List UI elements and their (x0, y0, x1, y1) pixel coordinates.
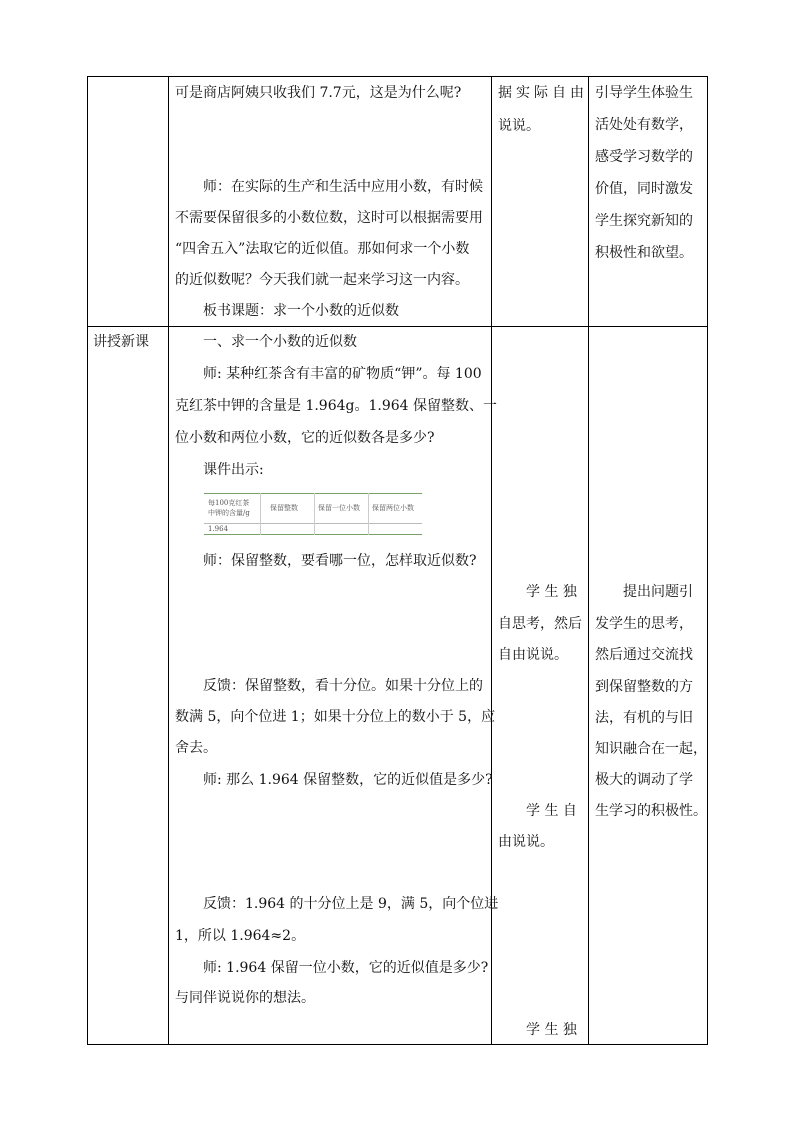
row2-intent-line-8: 生学习的积极性。 (595, 803, 707, 819)
row2-intent-line-2: 发学生的思考， (595, 616, 693, 632)
row1-content-line-3: 不需要保留很多的小数位数，这时可以根据需要用 (175, 210, 483, 226)
mini-header-4: 保留两位小数 (372, 504, 414, 512)
row2-content-line-9: 舍去。 (175, 740, 217, 756)
row1-content-line-2: 师：在实际的生产和生活中应用小数，有时候 (203, 179, 483, 195)
row2-intent-line-5: 法，有机的与旧 (595, 710, 693, 726)
row2-intent-line-1: 提出问题引 (623, 584, 693, 600)
row1-student-line-1: 据实际自由 (498, 85, 588, 101)
row2-content-line-5: 课件出示: (203, 462, 264, 478)
row1-student-line-2: 说说。 (498, 118, 540, 134)
mini-header-2: 保留整数 (270, 504, 298, 512)
row2-student-line-5: 由说说。 (498, 834, 554, 850)
mini-header-3: 保留一位小数 (318, 504, 360, 512)
mini-header-1b: 中钾的含量/g (208, 509, 250, 517)
row2-content-line-4: 位小数和两位小数，它的近似数各是多少? (175, 430, 435, 446)
row2-content-line-11: 反馈：1.964 的十分位上是 9，满 5，向个位进 (203, 896, 499, 912)
mini-cell-value: 1.964 (208, 525, 229, 533)
row1-content-line-5: 的近似数呢？今天我们就一起来学习这一内容。 (175, 272, 469, 288)
mini-header-1a: 每100克红茶 (208, 499, 250, 507)
row2-content-line-8: 数满 5，向个位进 1；如果十分位上的数小于 5，应 (175, 709, 496, 725)
row2-student-line-4: 学 生 自 (526, 803, 577, 819)
row1-intent-line-5: 学生探究新知的 (595, 213, 693, 229)
row1-intent-line-1: 引导学生体验生 (595, 85, 693, 101)
table-border-right (707, 76, 708, 1045)
table-divider-stage (168, 76, 169, 1045)
slide-data-table (204, 493, 422, 535)
table-divider-student (588, 76, 589, 1045)
row2-intent-line-4: 到保留整数的方 (595, 679, 693, 695)
row2-content-line-2: 师: 某种红茶含有丰富的矿物质“钾”。每 100 (203, 366, 482, 382)
table-row-divider (87, 326, 708, 327)
row1-intent-line-3: 感受学习数学的 (595, 149, 693, 165)
row2-content-line-1: 一、求一个小数的近似数 (203, 334, 357, 350)
row1-intent-line-2: 活处处有数学， (595, 117, 693, 133)
row2-intent-line-6: 知识融合在一起， (595, 741, 707, 757)
row1-content-line-4: “四舍五入”法取它的近似值。那如何求一个小数 (175, 241, 470, 257)
row2-student-line-6: 学 生 独 (526, 1022, 577, 1038)
row2-content-line-10: 师: 那么 1.964 保留整数，它的近似值是多少? (203, 772, 493, 788)
row1-content-line-1: 可是商店阿姨只收我们 7.7元，这是为什么呢? (175, 85, 462, 101)
row2-content-line-6: 师：保留整数，要看哪一位，怎样取近似数? (203, 553, 477, 569)
table-border-left (87, 76, 88, 1045)
row2-content-line-13: 师: 1.964 保留一位小数，它的近似值是多少? (203, 960, 489, 976)
table-border-bottom (87, 1044, 708, 1045)
row1-intent-line-6: 积极性和欲望。 (595, 245, 693, 261)
row1-content-line-6: 板书课题：求一个小数的近似数 (203, 303, 399, 319)
row2-intent-line-3: 然后通过交流找 (595, 647, 693, 663)
row2-content-line-12: 1，所以 1.964≈2。 (175, 928, 306, 944)
row2-content-line-3: 克红茶中钾的含量是 1.964g。1.964 保留整数、一 (175, 398, 498, 414)
row2-intent-line-7: 极大的调动了学 (595, 772, 693, 788)
row2-student-line-2: 自思考，然后 (498, 616, 582, 632)
row2-stage-label: 讲授新课 (93, 334, 149, 350)
row2-content-line-14: 与同伴说说你的想法。 (175, 990, 315, 1006)
table-border-top (87, 76, 708, 77)
row2-student-line-3: 自由说说。 (498, 647, 568, 663)
row1-intent-line-4: 价值，同时激发 (595, 181, 693, 197)
row2-student-line-1: 学 生 独 (526, 584, 577, 600)
row2-content-line-7: 反馈：保留整数，看十分位。如果十分位上的 (203, 678, 483, 694)
